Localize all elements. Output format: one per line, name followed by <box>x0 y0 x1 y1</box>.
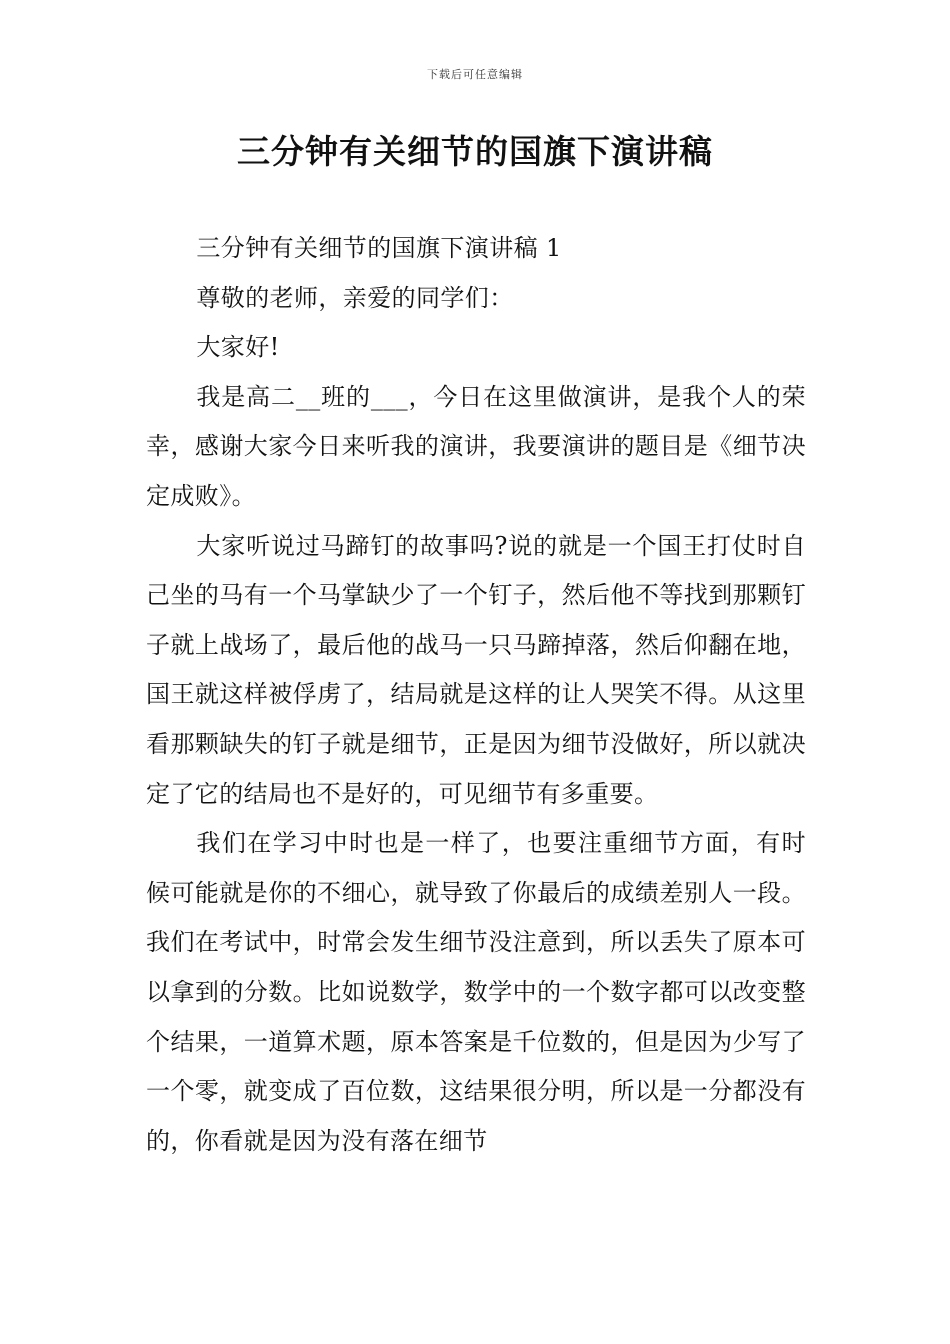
body-paragraph-2: 大家听说过马蹄钉的故事吗?说的就是一个国王打仗时自己坐的马有一个马掌缺少了一个钉子，然后他不等找到那颗钉子就上战场了，最后他的战马一只马蹄掉落，然后仰翻在地，国王就这样被俘虏了，结局就是这样的让人哭笑不得。从这里看那颗缺失的钉子就是细节，正是因为细节没做好，所以就决定了它的结局也不是好的，可见细节有多重要。 <box>146 531 806 808</box>
salutation-line: 大家好! <box>196 333 280 362</box>
document-body <box>146 224 806 1166</box>
section-heading: 三分钟有关细节的国旗下演讲稿 1 <box>196 234 562 262</box>
document-title: 三分钟有关细节的国旗下演讲稿 <box>237 132 713 171</box>
greeting-line: 尊敬的老师，亲爱的同学们： <box>196 283 514 312</box>
body-paragraph-3: 我们在学习中时也是一样了，也要注重细节方面，有时候可能就是你的不细心，就导致了你最后的成绩差别人一段。我们在考试中，时常会发生细节没注意到，所以丢失了原本可以拿到的分数。比如说数学，数学中的一个数字都可以改变整个结果，一道算术题，原本答案是千位数的，但是因为少写了一个零，就变成了百位数，这结果很分明，所以是一分都没有的，你看就是因为没有落在细节 <box>146 829 806 1155</box>
body-paragraph-1: 我是高二__班的___，今日在这里做演讲，是我个人的荣幸，感谢大家今日来听我的演讲，我要演讲的题目是《细节决定成败》。 <box>146 382 806 510</box>
page-header-note: 下载后可任意编辑 <box>427 68 523 81</box>
